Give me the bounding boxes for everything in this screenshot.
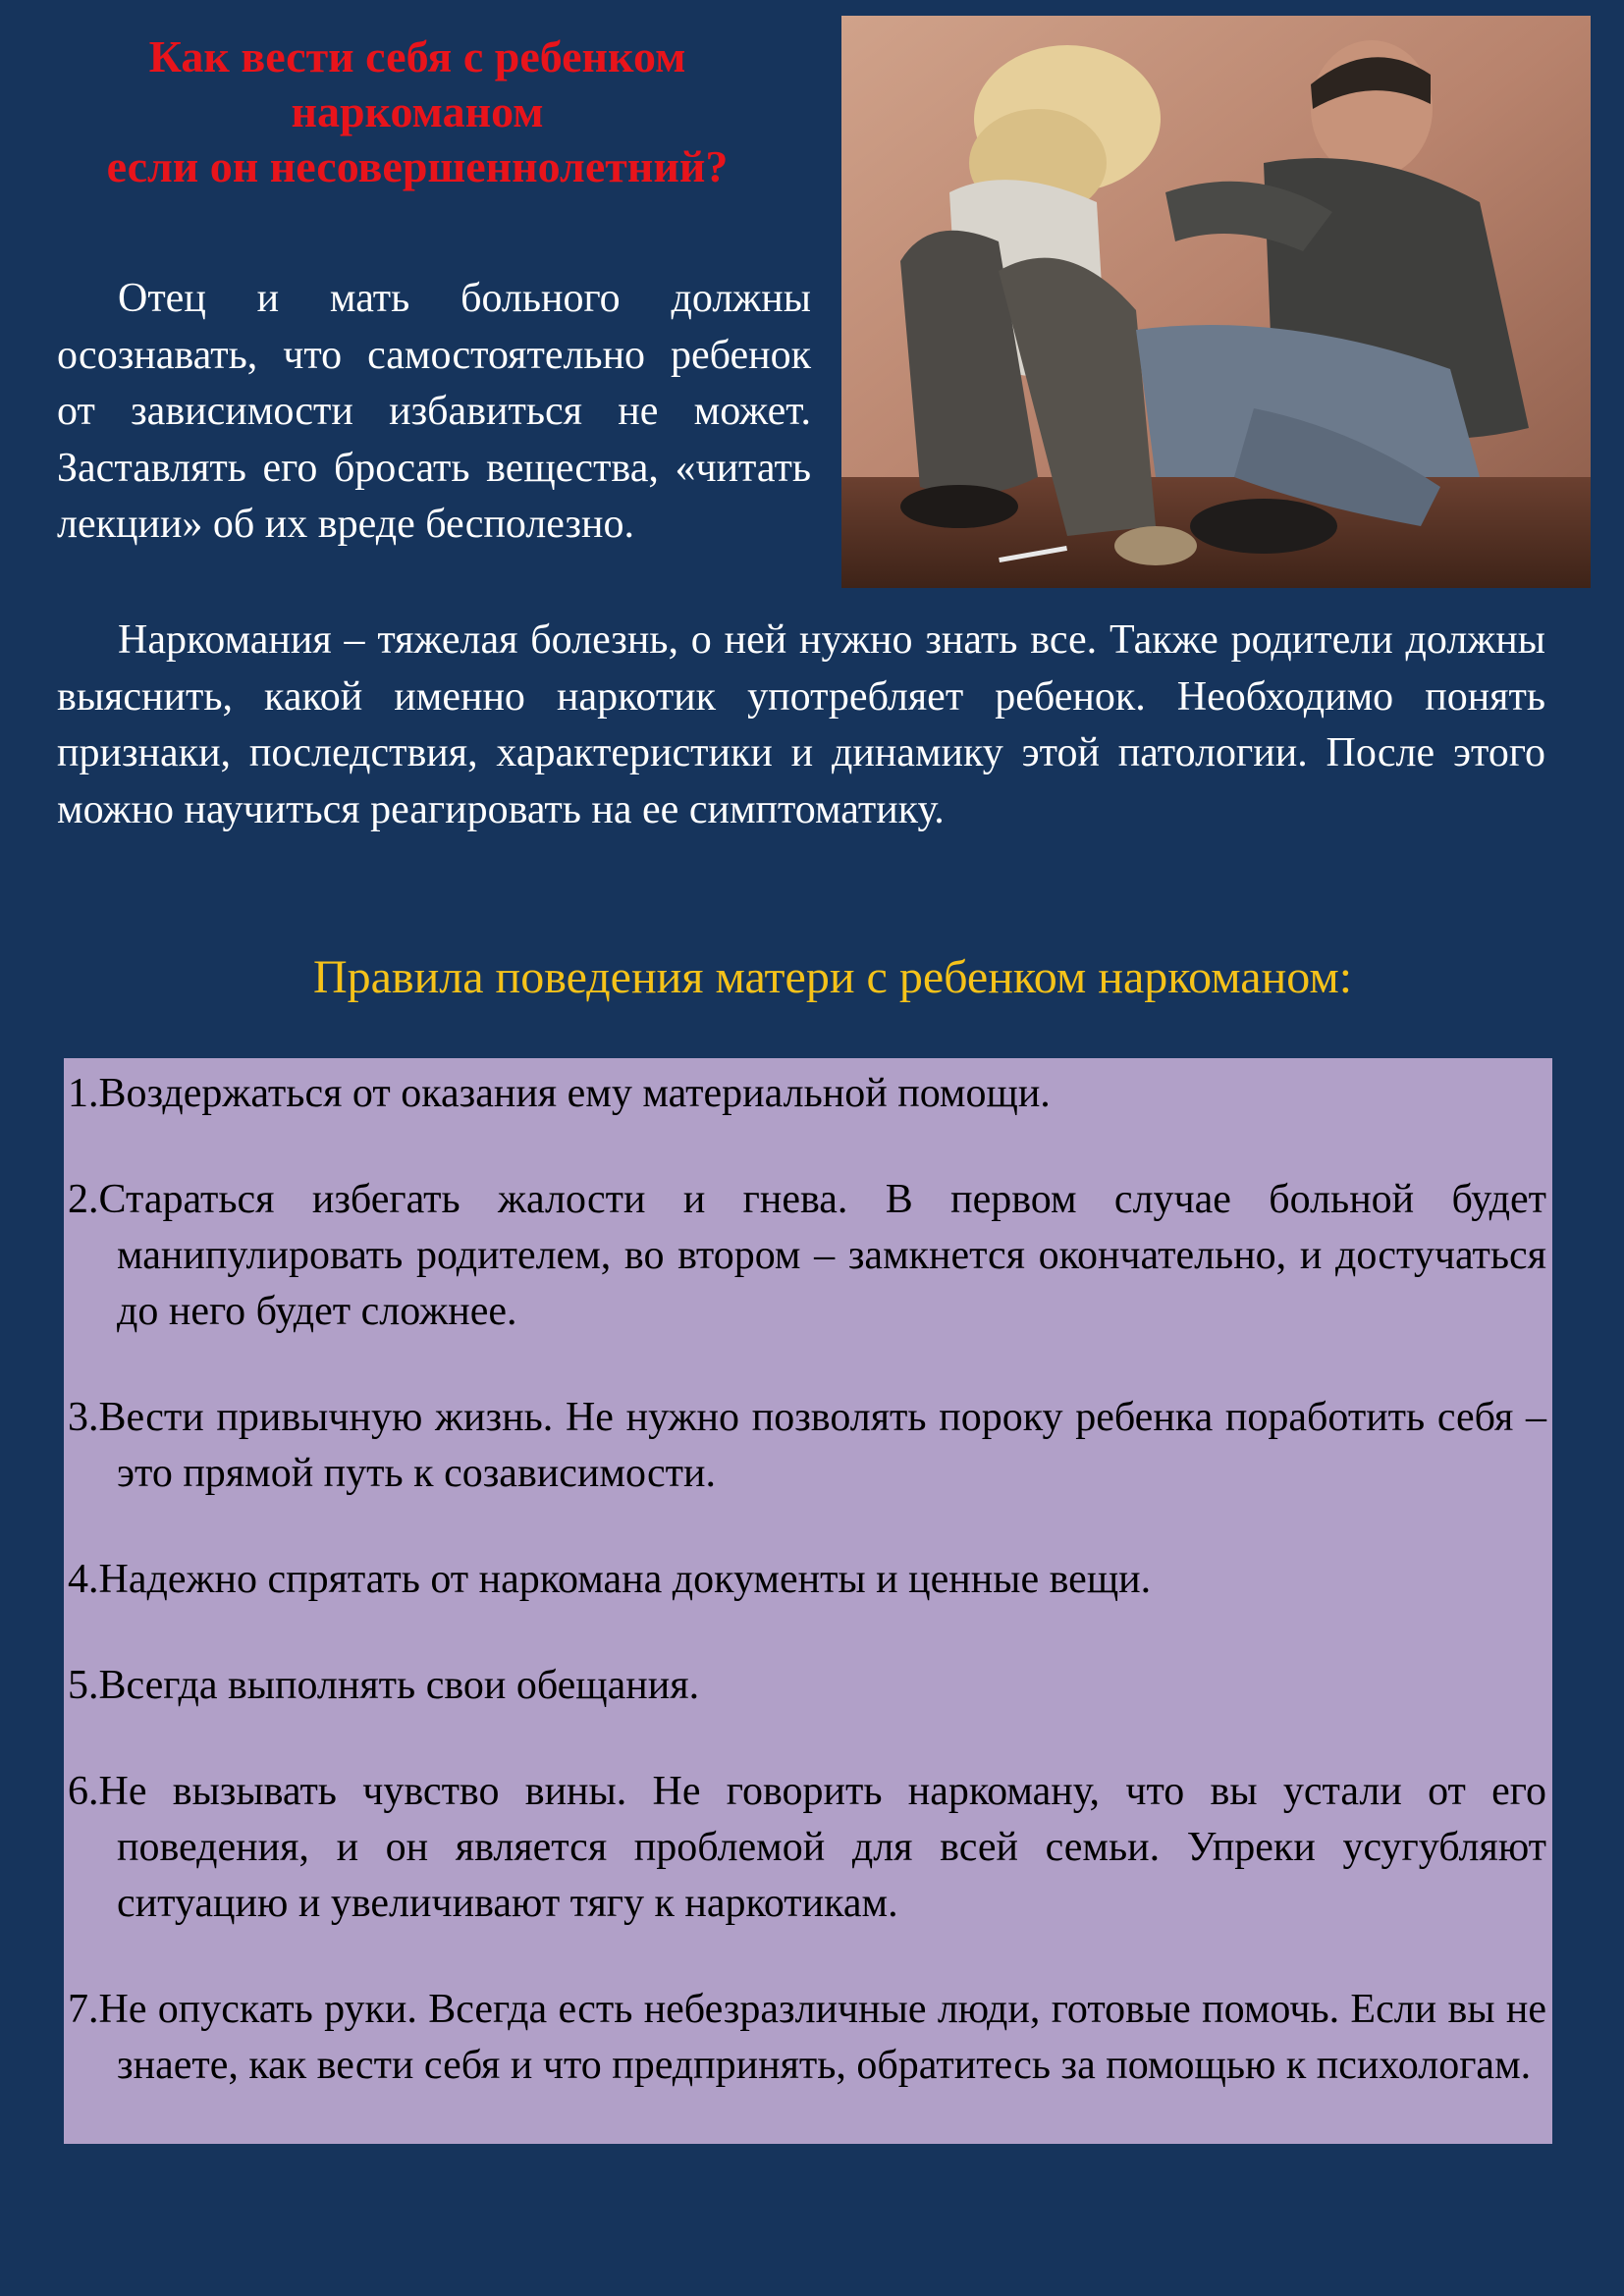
title-line-1: Как вести себя с ребенком bbox=[148, 31, 686, 81]
rule-item-5: 5.Всегда выполнять свои обещания. bbox=[68, 1663, 700, 1708]
page-title bbox=[29, 29, 805, 194]
rules-list bbox=[64, 1058, 1552, 2144]
title-line-2: наркоманом bbox=[291, 86, 544, 136]
title-line-3: если он несовершеннолетний? bbox=[106, 141, 729, 191]
body-paragraph: Наркомания – тяжелая болезнь, о ней нужно знать все. Также родители должны выяснить, какой именно наркотик употребляет ребенок. Необходимо понять признаки, последствия, характеристики и динамику этой патологии. После этого можно научиться реагировать на ее симптоматику. bbox=[57, 617, 1545, 832]
rules-heading: Правила поведения матери с ребенком наркоманом: bbox=[312, 951, 1353, 1003]
illustration-photo bbox=[841, 16, 1591, 588]
photo-illustration-graphic bbox=[841, 16, 1591, 588]
rule-item-2: 2.Стараться избегать жалости и гнева. В первом случае больной будет манипулировать родителем, во втором – замкнется окончательно, и достучаться до него будет сложнее. bbox=[68, 1177, 1546, 1334]
rule-item-4: 4.Надежно спрятать от наркомана документы и ценные вещи. bbox=[68, 1557, 1152, 1602]
rule-item-6: 6.Не вызывать чувство вины. Не говорить наркоману, что вы устали от его поведения, и он является проблемой для всей семьи. Упреки усугубляют ситуацию и увеличивают тягу к наркотикам. bbox=[68, 1769, 1546, 1926]
intro-paragraph: Отец и мать больного должны осознавать, что самостоятельно ребенок от зависимости избавиться не может. Заставлять его бросать вещества, «читать лекции» об их вреде бесполезно. bbox=[57, 276, 811, 547]
rule-item-1: 1.Воздержаться от оказания ему материальной помощи. bbox=[68, 1071, 1051, 1116]
rule-item-3: 3.Вести привычную жизнь. Не нужно позволять пороку ребенка поработить себя – это прямой путь к созависимости. bbox=[68, 1395, 1546, 1496]
rule-item-7: 7.Не опускать руки. Всегда есть небезразличные люди, готовые помочь. Если вы не знаете, как вести себя и что предпринять, обратитесь за помощью к психологам. bbox=[68, 1987, 1546, 2088]
